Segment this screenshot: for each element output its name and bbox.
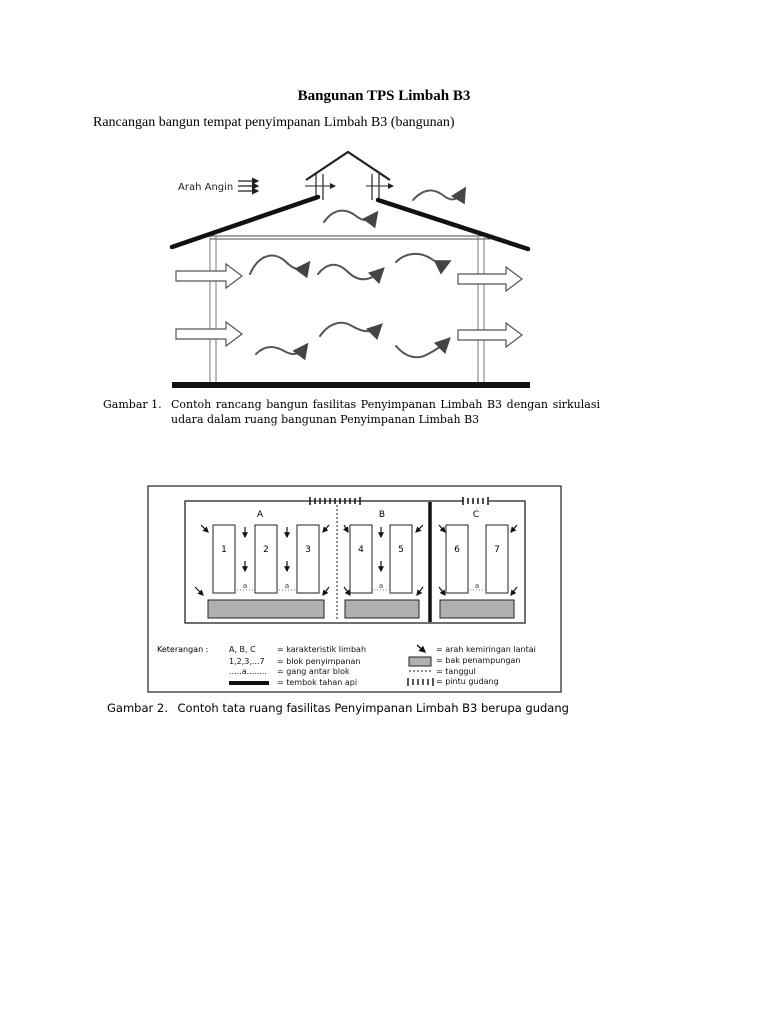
aisle-mark: a	[242, 582, 248, 590]
roof-ventilator	[305, 152, 393, 200]
aisle-mark: a	[378, 582, 384, 590]
legend-key: .....a........	[229, 667, 267, 676]
collection-basin	[208, 600, 324, 618]
figure-1-building-diagram	[168, 150, 533, 392]
figure-1-caption-label: Gambar 1.	[103, 398, 162, 411]
page-title: Bangunan TPS Limbah B3	[297, 88, 471, 104]
storage-blocks	[213, 525, 508, 593]
figure-2-caption-text: Contoh tata ruang fasilitas Penyimpanan Limbah B3 berupa gudang	[177, 701, 569, 715]
block-number: 1	[221, 545, 227, 555]
warehouse-door	[463, 497, 489, 505]
legend-basin-swatch	[409, 657, 431, 666]
legend-firewall-swatch	[229, 681, 269, 685]
storage-block	[297, 525, 319, 593]
floor	[172, 382, 530, 388]
inflow-arrows	[176, 264, 242, 346]
warehouse-door	[310, 497, 360, 505]
legend-desc: = pintu gudang	[436, 677, 499, 686]
block-number: 3	[305, 545, 311, 555]
legend-desc: = bak penampungan	[436, 656, 521, 665]
legend-door-icon	[408, 678, 433, 686]
aisle-mark: a	[284, 582, 290, 590]
storage-block	[255, 525, 277, 593]
storage-block	[390, 525, 412, 593]
storage-block	[350, 525, 372, 593]
outflow-arrows	[458, 267, 522, 347]
storage-block	[213, 525, 235, 593]
legend-desc: = arah kemiringan lantai	[436, 645, 536, 654]
legend-desc: = tanggul	[436, 667, 476, 676]
aisle-mark: a	[474, 582, 480, 590]
collection-basins	[208, 600, 514, 618]
building-walls	[210, 236, 484, 382]
zone-label-c: C	[472, 510, 480, 520]
legend-slope-arrow-icon	[417, 645, 425, 652]
block-number: 2	[263, 545, 269, 555]
legend-key: A, B, C	[229, 645, 256, 654]
storage-block	[446, 525, 468, 593]
block-number: 6	[454, 545, 460, 555]
legend-title: Keterangan :	[157, 645, 209, 654]
figure-2-caption-label: Gambar 2.	[107, 701, 168, 715]
air-circulation-arrows	[250, 190, 464, 357]
block-number: 5	[398, 545, 404, 555]
roof	[172, 197, 528, 249]
figure-2-caption	[107, 701, 569, 715]
legend-key: 1,2,3,...7	[229, 657, 265, 666]
figure-1-caption	[103, 397, 600, 427]
legend-desc: = gang antar blok	[277, 667, 350, 676]
collection-basin	[440, 600, 514, 618]
page-subtitle: Rancangan bangun tempat penyimpanan Limbah B3 (bangunan)	[93, 115, 455, 130]
legend-desc: = karakteristik limbah	[277, 645, 367, 654]
block-number: 7	[494, 545, 500, 555]
storage-block	[486, 525, 508, 593]
wind-direction-label: Arah Angin	[178, 182, 234, 193]
figure-1-caption-text: Contoh rancang bangun fasilitas Penyimpanan Limbah B3 dengan sirkulasi udara dalam ruang bangunan Penyimpanan Limbah B3	[171, 398, 600, 426]
legend-desc: = blok penyimpanan	[277, 657, 361, 666]
collection-basin	[345, 600, 419, 618]
wind-arrows	[238, 181, 258, 191]
figure-2-warehouse-layout	[147, 485, 562, 693]
legend-desc: = tembok tahan api	[277, 678, 358, 687]
zone-label-b: B	[378, 510, 386, 520]
zone-label-a: A	[256, 510, 264, 520]
block-number: 4	[358, 545, 364, 555]
